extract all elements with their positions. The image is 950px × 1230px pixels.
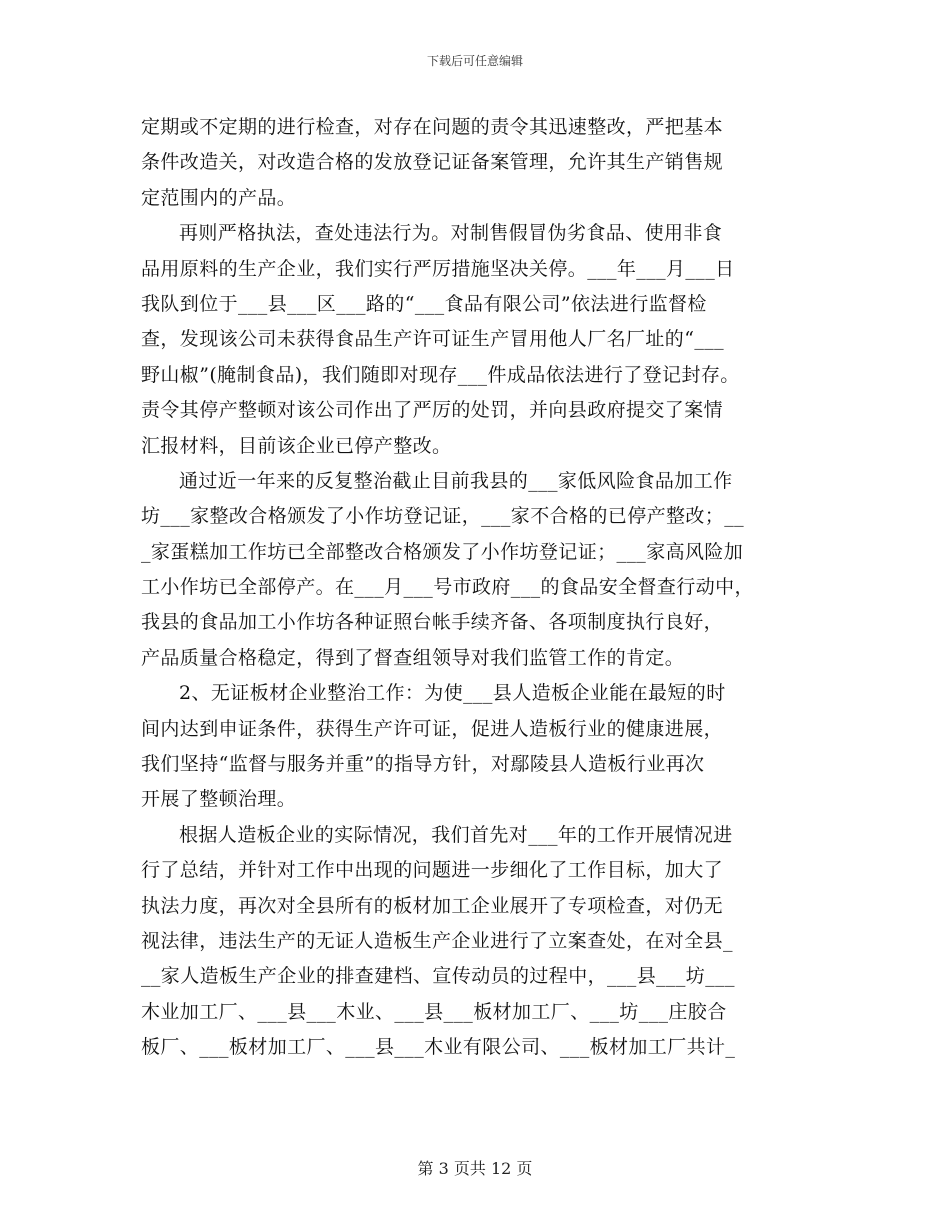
- text-line: 责令其停产整顿对该公司作出了严厉的处罚，并向县政府提交了案情: [141, 399, 724, 422]
- text-line: 板厂、___板材加工厂、___县___木业有限公司、___板材加工厂共计_: [141, 1036, 736, 1059]
- text-line: 品用原料的生产企业，我们实行严厉措施坚决关停。___年___月___日: [141, 257, 735, 280]
- text-line: 木业加工厂、___县___木业、___县___板材加工厂、___坊___庄胶合: [141, 1000, 727, 1023]
- text-line: 汇报材料，目前该企业已停产整改。: [141, 434, 452, 457]
- text-line: 2、无证板材企业整治工作：为使___县人造板企业能在最短的时: [179, 682, 726, 705]
- text-line: 我县的食品加工小作坊各种证照台帐手续齐备、各项制度执行良好，: [141, 611, 724, 634]
- document-body: [141, 110, 811, 1066]
- text-line: 我们坚持“监督与服务并重”的指导方针，对鄢陵县人造板行业再次: [141, 753, 705, 776]
- text-line: 工小作坊已全部停产。在___月___号市政府___的食品安全督查行动中，: [141, 576, 754, 599]
- text-line: 条件改造关，对改造合格的发放登记证备案管理，允许其生产销售规: [141, 151, 724, 174]
- text-line: _家蛋糕加工作坊已全部整改合格颁发了小作坊登记证；___家高风险加: [141, 540, 744, 563]
- text-line: 执法力度，再次对全县所有的板材加工企业展开了专项检查，对仍无: [141, 894, 724, 917]
- text-line: 查，发现该公司未获得食品生产许可证生产冒用他人厂名厂址的“___: [141, 328, 725, 351]
- text-line: 通过近一年来的反复整治截止目前我县的___家低风险食品加工作: [179, 469, 733, 492]
- text-line: __家人造板生产企业的排查建档、宣传动员的过程中，___县___坊___: [141, 965, 735, 988]
- text-line: 开展了整顿治理。: [141, 788, 297, 811]
- text-line: 根据人造板企业的实际情况，我们首先对___年的工作开展情况进: [179, 823, 733, 846]
- page-number: 第 3 页共 12 页: [417, 1159, 533, 1178]
- text-line: 我队到位于___县___区___路的“___食品有限公司”依法进行监督检: [141, 292, 707, 315]
- text-line: 定期或不定期的进行检查，对存在问题的责令其迅速整改，严把基本: [141, 116, 724, 138]
- text-line: 产品质量合格稳定，得到了督查组领导对我们监管工作的肯定。: [141, 646, 685, 669]
- text-line: 视法律，违法生产的无证人造板生产企业进行了立案查处，在对全县_: [141, 929, 733, 952]
- text-line: 间内达到申证条件，获得生产许可证，促进人造板行业的健康进展，: [141, 717, 724, 740]
- text-line: 行了总结，并针对工作中出现的问题进一步细化了工作目标，加大了: [141, 859, 724, 882]
- text-line: 坊___家整改合格颁发了小作坊登记证，___家不合格的已停产整改；__: [141, 505, 745, 528]
- page-header-note: 下载后可任意编辑: [426, 54, 523, 68]
- text-line: 再则严格执法，查处违法行为。对制售假冒伪劣食品、使用非食: [179, 222, 723, 245]
- text-line: 定范围内的产品。: [141, 186, 297, 209]
- text-line: 野山椒”(腌制食品)，我们随即对现存___件成品依法进行了登记封存。: [141, 363, 740, 386]
